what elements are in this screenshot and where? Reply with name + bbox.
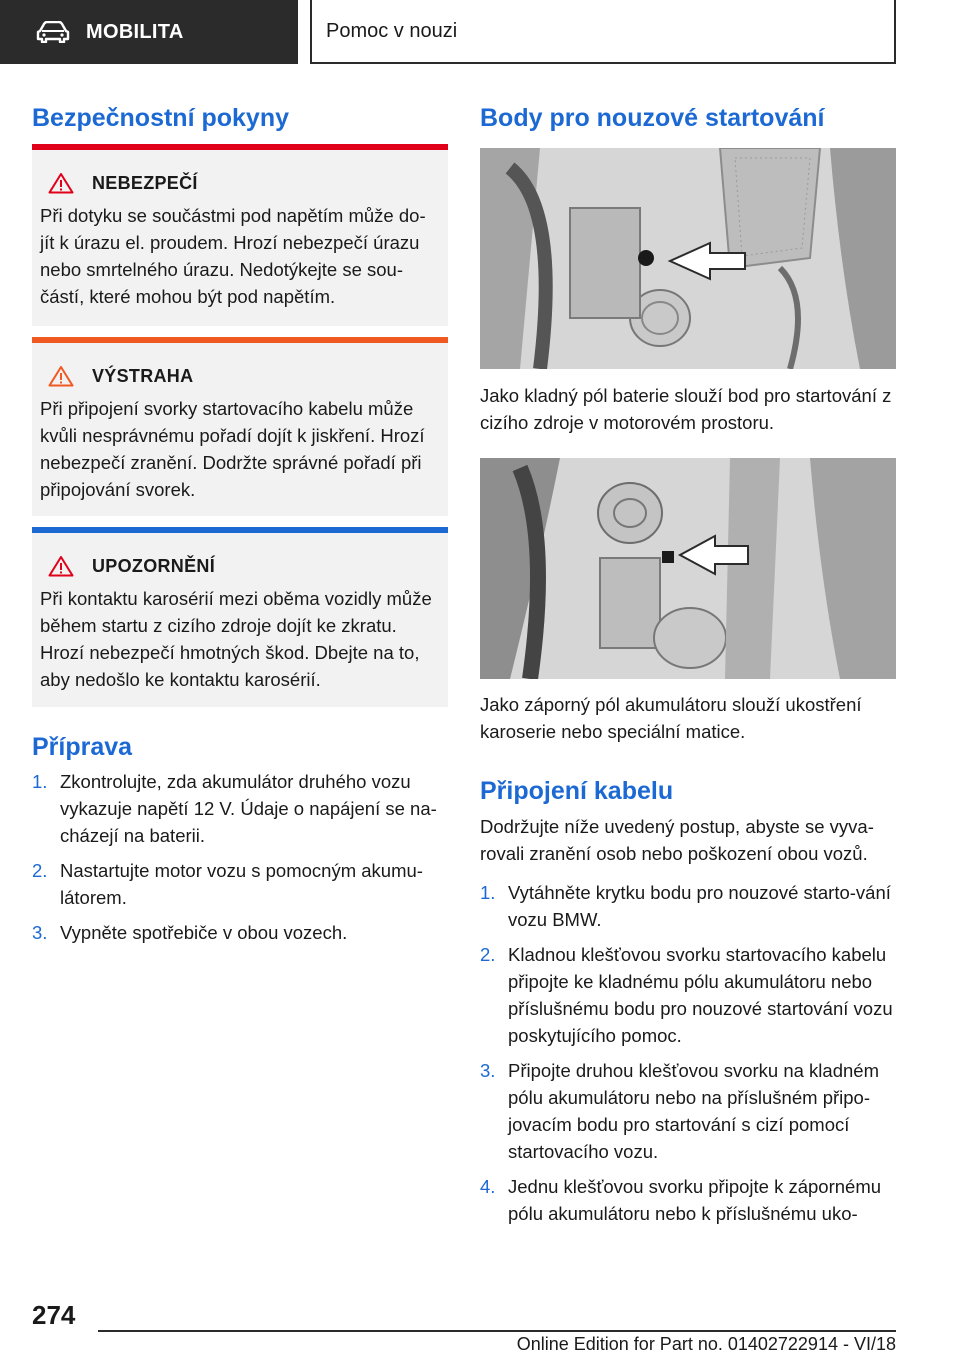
connect-intro: Dodržujte níže uvedený postup, abyste se vyva-rovali zranění osob nebo poškození obou vozů. bbox=[480, 816, 874, 864]
engine-bay-photo-negative bbox=[480, 458, 896, 679]
notice-text: Při kontaktu karosérií mezi oběma vozidly může během startu z cizího zdroje dojít ke zkratu. Hrozí nebezpečí hmotných škod. Dbejte na to, aby nedošlo ke kontaktu karosérií. bbox=[40, 588, 432, 690]
car-icon bbox=[36, 21, 70, 43]
footer-divider bbox=[98, 1330, 896, 1332]
chapter-tab bbox=[312, 0, 896, 64]
chapter-title: Pomoc v nouzi bbox=[326, 19, 458, 42]
list-item: 2. Nastartujte motor vozu s pomocným akumu-látorem. bbox=[32, 860, 423, 908]
connect-heading: Připojení kabelu bbox=[480, 777, 674, 805]
warning-triangle-icon bbox=[48, 172, 74, 194]
page-number: 274 bbox=[32, 1300, 76, 1330]
danger-text: Při dotyku se součástmi pod napětím může do-jít k úrazu el. proudem. Hrozí nebezpečí úrazu nebo smrtelného úrazu. Nedotýkejte se sou-částí, které mohou být pod napětím. bbox=[40, 205, 426, 307]
preparation-steps bbox=[32, 768, 448, 954]
warning-triangle-icon bbox=[48, 365, 74, 387]
notice-title: UPOZORNĚNÍ bbox=[92, 555, 216, 576]
engine-bay-photo-positive bbox=[480, 148, 896, 369]
list-item: 1. Zkontrolujte, zda akumulátor druhého vozu vykazuje napětí 12 V. Údaje o napájení se na-cházejí na baterii. bbox=[32, 771, 437, 846]
warning-box bbox=[32, 337, 448, 516]
caption-negative: Jako záporný pól akumulátoru slouží ukostření karoserie nebo speciální matice. bbox=[480, 694, 862, 742]
list-item: 3. Vypněte spotřebiče v obou vozech. bbox=[32, 922, 348, 943]
list-item: 4. Jednu klešťovou svorku připojte k zápornému pólu akumulátoru nebo k příslušnému uko- bbox=[480, 1176, 882, 1224]
preparation-heading: Příprava bbox=[32, 733, 133, 761]
connect-steps bbox=[480, 879, 896, 1235]
danger-box bbox=[32, 144, 448, 326]
list-item: 1. Vytáhněte krytku bodu pro nouzové starto-vání vozu BMW. bbox=[480, 882, 891, 930]
list-item: 3. Připojte druhou klešťovou svorku na kladném pólu akumulátoru nebo na příslušném připo-jovacím bodu pro startování s cizí pomocí startovacího vozu. bbox=[480, 1060, 879, 1162]
engine-illustration bbox=[480, 148, 896, 369]
warning-triangle-icon bbox=[48, 555, 74, 577]
points-heading: Body pro nouzové startování bbox=[480, 104, 825, 132]
section-tab bbox=[0, 0, 298, 64]
edition-note: Online Edition for Part no. 01402722914 - VI/18 bbox=[516, 1334, 896, 1354]
notice-box bbox=[32, 527, 448, 707]
warning-text: Při připojení svorky startovacího kabelu může kvůli nesprávnému pořadí dojít k jiskření. Hrozí nebezpečí zranění. Dodržte správné pořadí při připojování svorek. bbox=[40, 398, 425, 500]
engine-illustration bbox=[480, 458, 896, 679]
caption-positive: Jako kladný pól baterie slouží bod pro startování z cizího zdroje v motorovém prostoru. bbox=[480, 385, 892, 433]
safety-heading: Bezpečnostní pokyny bbox=[32, 104, 289, 132]
list-item: 2. Kladnou klešťovou svorku startovacího kabelu připojte ke kladnému pólu akumulátoru nebo příslušnému bodu pro nouzové startování vozu poskytujícího pomoc. bbox=[480, 944, 893, 1046]
warning-title: VÝSTRAHA bbox=[92, 365, 194, 386]
danger-title: NEBEZPEČÍ bbox=[92, 172, 198, 193]
section-title: MOBILITA bbox=[86, 20, 184, 43]
